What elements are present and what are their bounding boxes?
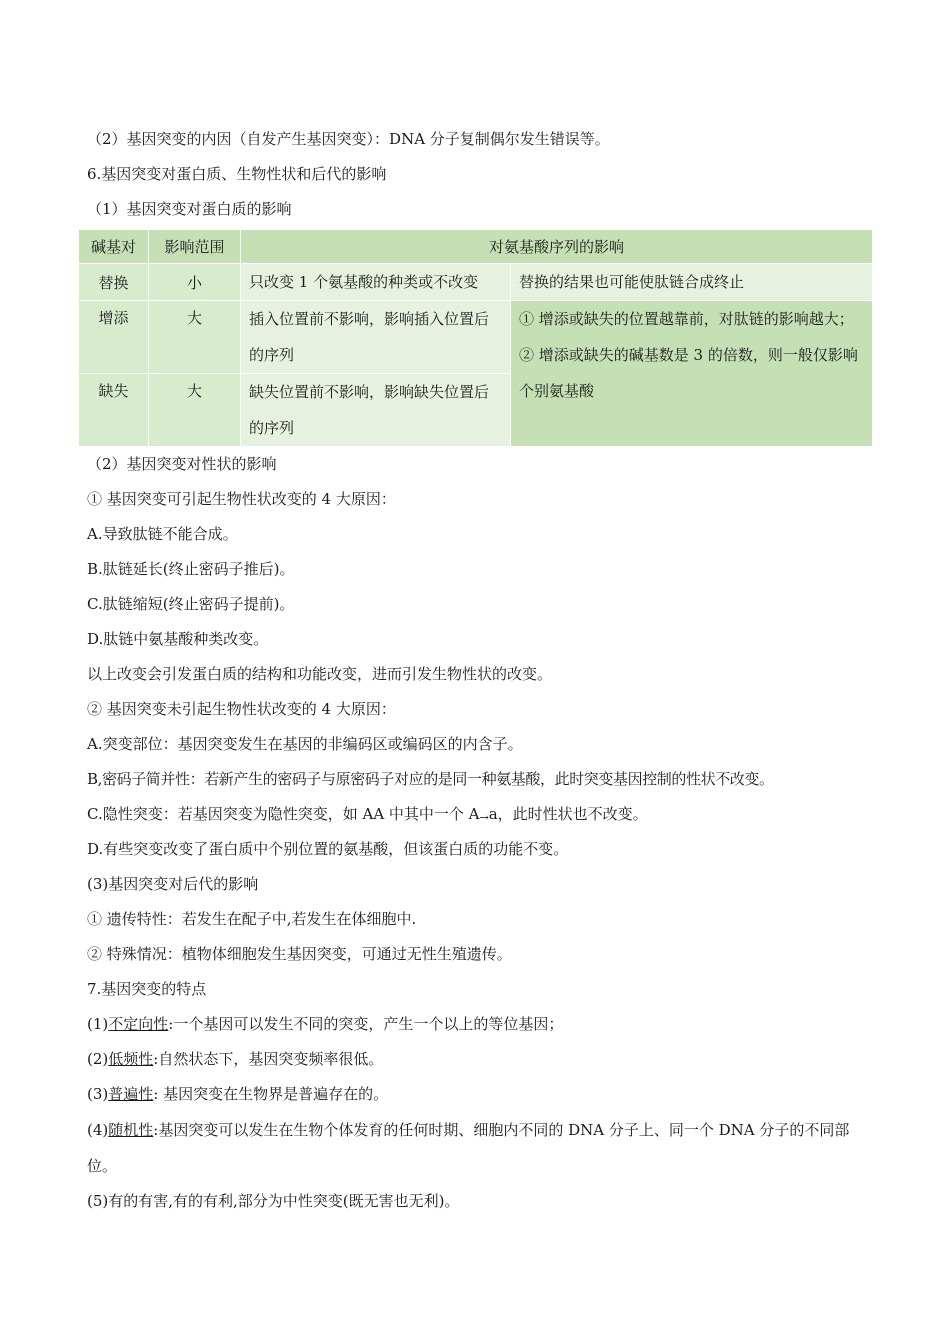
item-text: : 基因突变在生物界是普遍存在的。 — [153, 1085, 389, 1103]
item-number: (4) — [87, 1121, 109, 1139]
list-item: ① 遗传特性：若发生在配子中,若发生在体细胞中. — [87, 910, 417, 928]
section-6-heading: 6.基因突变对蛋白质、生物性状和后代的影响 — [87, 165, 387, 183]
table-cell-effect: 缺失位置前不影响，影响缺失位置后的序列 — [241, 374, 511, 447]
list-item: (5)有的有害,有的有利,部分为中性突变(既无害也无利)。 — [87, 1192, 460, 1210]
item-number: (2) — [87, 1050, 109, 1068]
list-item: ② 基因突变未引起生物性状改变的 4 大原因： — [87, 700, 396, 718]
item-term: 普遍性 — [108, 1085, 154, 1103]
item-text: :基因突变可以发生在生物个体发育的任何时期、细胞内不同的 DNA 分子上、同一个 DNA 分子的不同部位。 — [87, 1121, 850, 1175]
list-item: B,密码子简并性：若新产生的密码子与原密码子对应的是同一种氨基酸，此时突变基因控制的性状不改变。 — [87, 770, 774, 788]
list-item: D.有些突变改变了蛋白质中个别位置的氨基酸，但该蛋白质的功能不变。 — [87, 840, 569, 858]
list-item: C.肽链缩短(终止密码子提前)。 — [87, 595, 295, 613]
table-cell-note: 替换的结果也可能使肽链合成终止 — [511, 264, 873, 301]
paragraph-internal-cause: （2）基因突变的内因（自发产生基因突变）：DNA 分子复制偶尔发生错误等。 — [87, 130, 610, 148]
list-item: A.导致肽链不能合成。 — [87, 525, 238, 543]
table-cell-scope: 大 — [149, 301, 241, 374]
list-item: ② 特殊情况：植物体细胞发生基因突变，可通过无性生殖遗传。 — [87, 945, 512, 963]
table-row — [79, 264, 873, 301]
table-cell-effect: 插入位置前不影响，影响插入位置后的序列 — [241, 301, 511, 374]
table-header-scope: 影响范围 — [149, 230, 241, 264]
item-text: :一个基因可以发生不同的突变，产生一个以上的等位基因； — [168, 1015, 564, 1033]
item-term: 不定向性 — [108, 1015, 169, 1033]
item-number: (1) — [87, 1015, 109, 1033]
section-7-heading: 7.基因突变的特点 — [87, 980, 207, 998]
table-cell-type: 增添 — [79, 301, 149, 374]
merged-note-1: ① 增添或缺失的位置越靠前，对肽链的影响越大； — [519, 310, 854, 328]
table-cell-type: 缺失 — [79, 374, 149, 447]
arrow-icon: → — [479, 811, 489, 824]
recessive-text-pre: C.隐性突变：若基因突变为隐性突变，如 AA 中其中一个 A — [87, 805, 480, 823]
item-term: 随机性 — [108, 1121, 154, 1139]
list-item — [87, 1077, 873, 1112]
list-item: B.肽链延长(终止密码子推后)。 — [87, 560, 295, 578]
item-text: :自然状态下，基因突变频率很低。 — [153, 1050, 384, 1068]
table-cell-type: 替换 — [79, 264, 149, 301]
table-cell-scope: 大 — [149, 374, 241, 447]
paragraph-summary: 以上改变会引发蛋白质的结构和功能改变，进而引发生物性状的改变。 — [87, 665, 553, 683]
subsection-offspring-heading: (3)基因突变对后代的影响 — [87, 875, 259, 893]
subsection-trait-heading: （2）基因突变对性状的影响 — [87, 455, 277, 473]
table-row — [79, 301, 873, 374]
table-cell-scope: 小 — [149, 264, 241, 301]
table-header-base-pair: 碱基对 — [79, 230, 149, 264]
table-cell-merged-note — [511, 301, 873, 447]
item-number: (3) — [87, 1085, 109, 1103]
merged-note-2: ② 增添或缺失的碱基数是 3 的倍数，则一般仅影响个别氨基酸 — [519, 346, 858, 400]
list-item: A.突变部位：基因突变发生在基因的非编码区或编码区的内含子。 — [87, 735, 523, 753]
list-item: D.肽链中氨基酸种类改变。 — [87, 630, 269, 648]
list-item: ① 基因突变可引起生物性状改变的 4 大原因： — [87, 490, 396, 508]
list-item — [87, 1042, 873, 1077]
item-term: 低频性 — [108, 1050, 154, 1068]
table-cell-effect: 只改变 1 个氨基酸的种类或不改变 — [241, 264, 511, 301]
mutation-effect-table — [78, 229, 873, 447]
document-page — [87, 122, 873, 1219]
recessive-text-post: a，此时性状也不改变。 — [488, 805, 648, 823]
list-item — [87, 1112, 873, 1184]
list-item — [87, 1007, 873, 1042]
list-item — [87, 797, 873, 832]
subsection-protein-heading: （1）基因突变对蛋白质的影响 — [87, 200, 292, 218]
table-header-effect: 对氨基酸序列的影响 — [241, 230, 873, 264]
